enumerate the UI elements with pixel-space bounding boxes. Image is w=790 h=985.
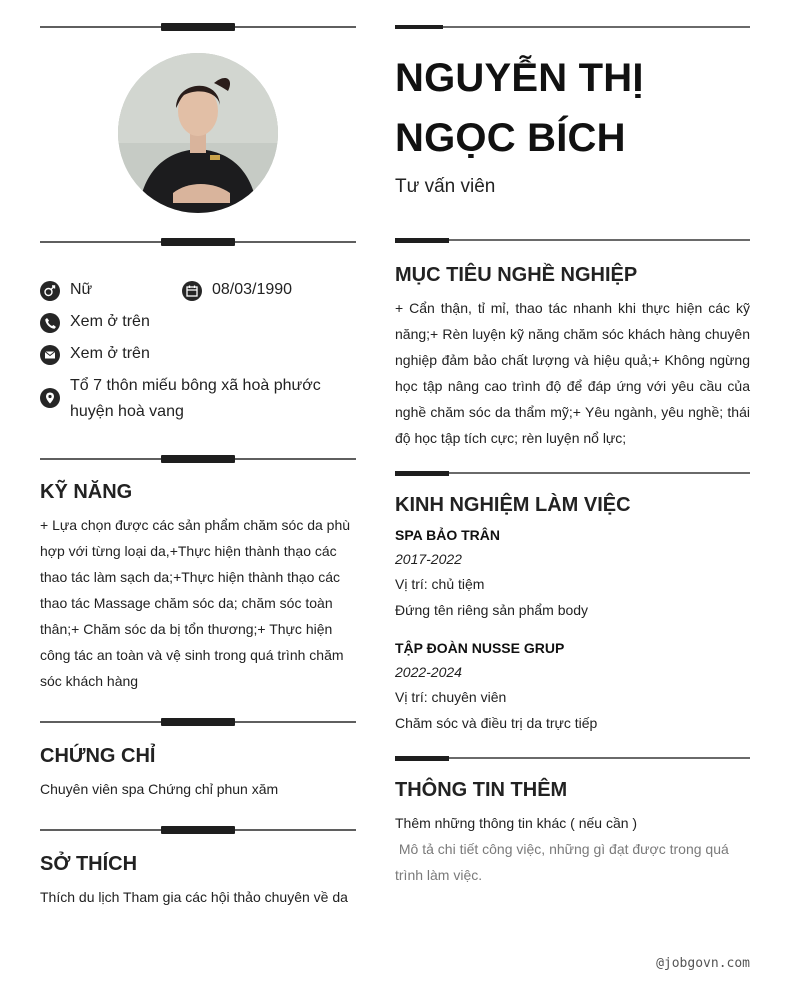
job-2-position: Vị trí: chuyên viên — [395, 689, 507, 705]
divider-top-left — [40, 22, 356, 32]
extra-line-2: Mô tả chi tiết công việc, những gì đạt được trong quá trình làm việc. — [395, 841, 733, 883]
location-icon — [40, 388, 60, 408]
job-2-description: Chăm sóc và điều trị da trực tiếp — [395, 715, 598, 731]
divider-skills — [40, 454, 356, 464]
gender-value: Nữ — [70, 281, 93, 298]
divider-top-right — [395, 25, 750, 31]
candidate-name: NGUYỄN THỊ NGỌC BÍCH — [395, 56, 644, 160]
job-1-period: 2017-2022 — [395, 551, 462, 567]
divider-certificates — [40, 717, 356, 727]
job-1-position: Vị trí: chủ tiệm — [395, 576, 485, 592]
certificates-heading: CHỨNG CHỈ — [40, 745, 156, 767]
objective-text: + Cẩn thận, tỉ mỉ, thao tác nhanh khi thực hiện các kỹ năng;+ Rèn luyện kỹ năng chăm sóc khách hàng chuyên nghiệp đảm bảo chất lượng và hiệu quả;+ Không ngừng học tập nâng cao trình độ để đáp ứng với yêu cầu của nghề chăm sóc da thẩm mỹ;+ Yêu ngành, yêu nghề; thái độ học tập tích cực; rèn luyện nổ lực; — [395, 300, 750, 446]
divider-experience — [395, 471, 750, 477]
certificates-text: Chuyên viên spa Chứng chỉ phun xăm — [40, 781, 279, 797]
calendar-icon — [182, 281, 202, 301]
gender-icon — [40, 281, 60, 301]
divider-below-photo — [40, 237, 356, 247]
profile-photo — [118, 53, 278, 213]
profile-photo-illustration — [118, 53, 278, 213]
phone-value: Xem ở trên — [70, 313, 150, 330]
job-1-company: SPA BẢO TRÂN — [395, 527, 500, 543]
email-icon — [40, 345, 60, 365]
divider-extra — [395, 756, 750, 762]
phone-icon — [40, 313, 60, 333]
experience-heading: KINH NGHIỆM LÀM VIỆC — [395, 494, 631, 516]
job-2-period: 2022-2024 — [395, 664, 462, 680]
birthday-value: 08/03/1990 — [212, 281, 293, 298]
objective-heading: MỤC TIÊU NGHỀ NGHIỆP — [395, 264, 638, 286]
job-1-description: Đứng tên riêng sản phẩm body — [395, 602, 589, 618]
hobbies-heading: SỞ THÍCH — [40, 853, 138, 875]
job-2-company: TẬP ĐOÀN NUSSE GRUP — [395, 640, 565, 656]
divider-objective — [395, 238, 750, 244]
skills-text: + Lựa chọn được các sản phẩm chăm sóc da phù hợp với từng loại da,+Thực hiện thành thạo các thao tác làm sạch da;+Thực hiện thành thạo các thao tác Massage chăm sóc da; chăm sóc toàn thân;+ Chăm sóc da bị tổn thương;+ Thực hiện công tác an toàn và vệ sinh trong quá trình chăm sóc khách hàng — [40, 517, 351, 689]
site-credit[interactable]: @jobgovn.com — [656, 956, 750, 971]
candidate-role: Tư vấn viên — [395, 176, 496, 197]
email-value: Xem ở trên — [70, 345, 150, 362]
divider-hobbies — [40, 825, 356, 835]
skills-heading: KỸ NĂNG — [40, 481, 133, 503]
address-value: Tổ 7 thôn miếu bông xã hoà phước huyện hoà vang — [70, 377, 321, 420]
hobbies-text: Thích du lịch Tham gia các hội thảo chuyên về da — [40, 889, 348, 905]
extra-heading: THÔNG TIN THÊM — [395, 779, 568, 801]
extra-line-1: Thêm những thông tin khác ( nếu cần ) — [395, 815, 638, 831]
